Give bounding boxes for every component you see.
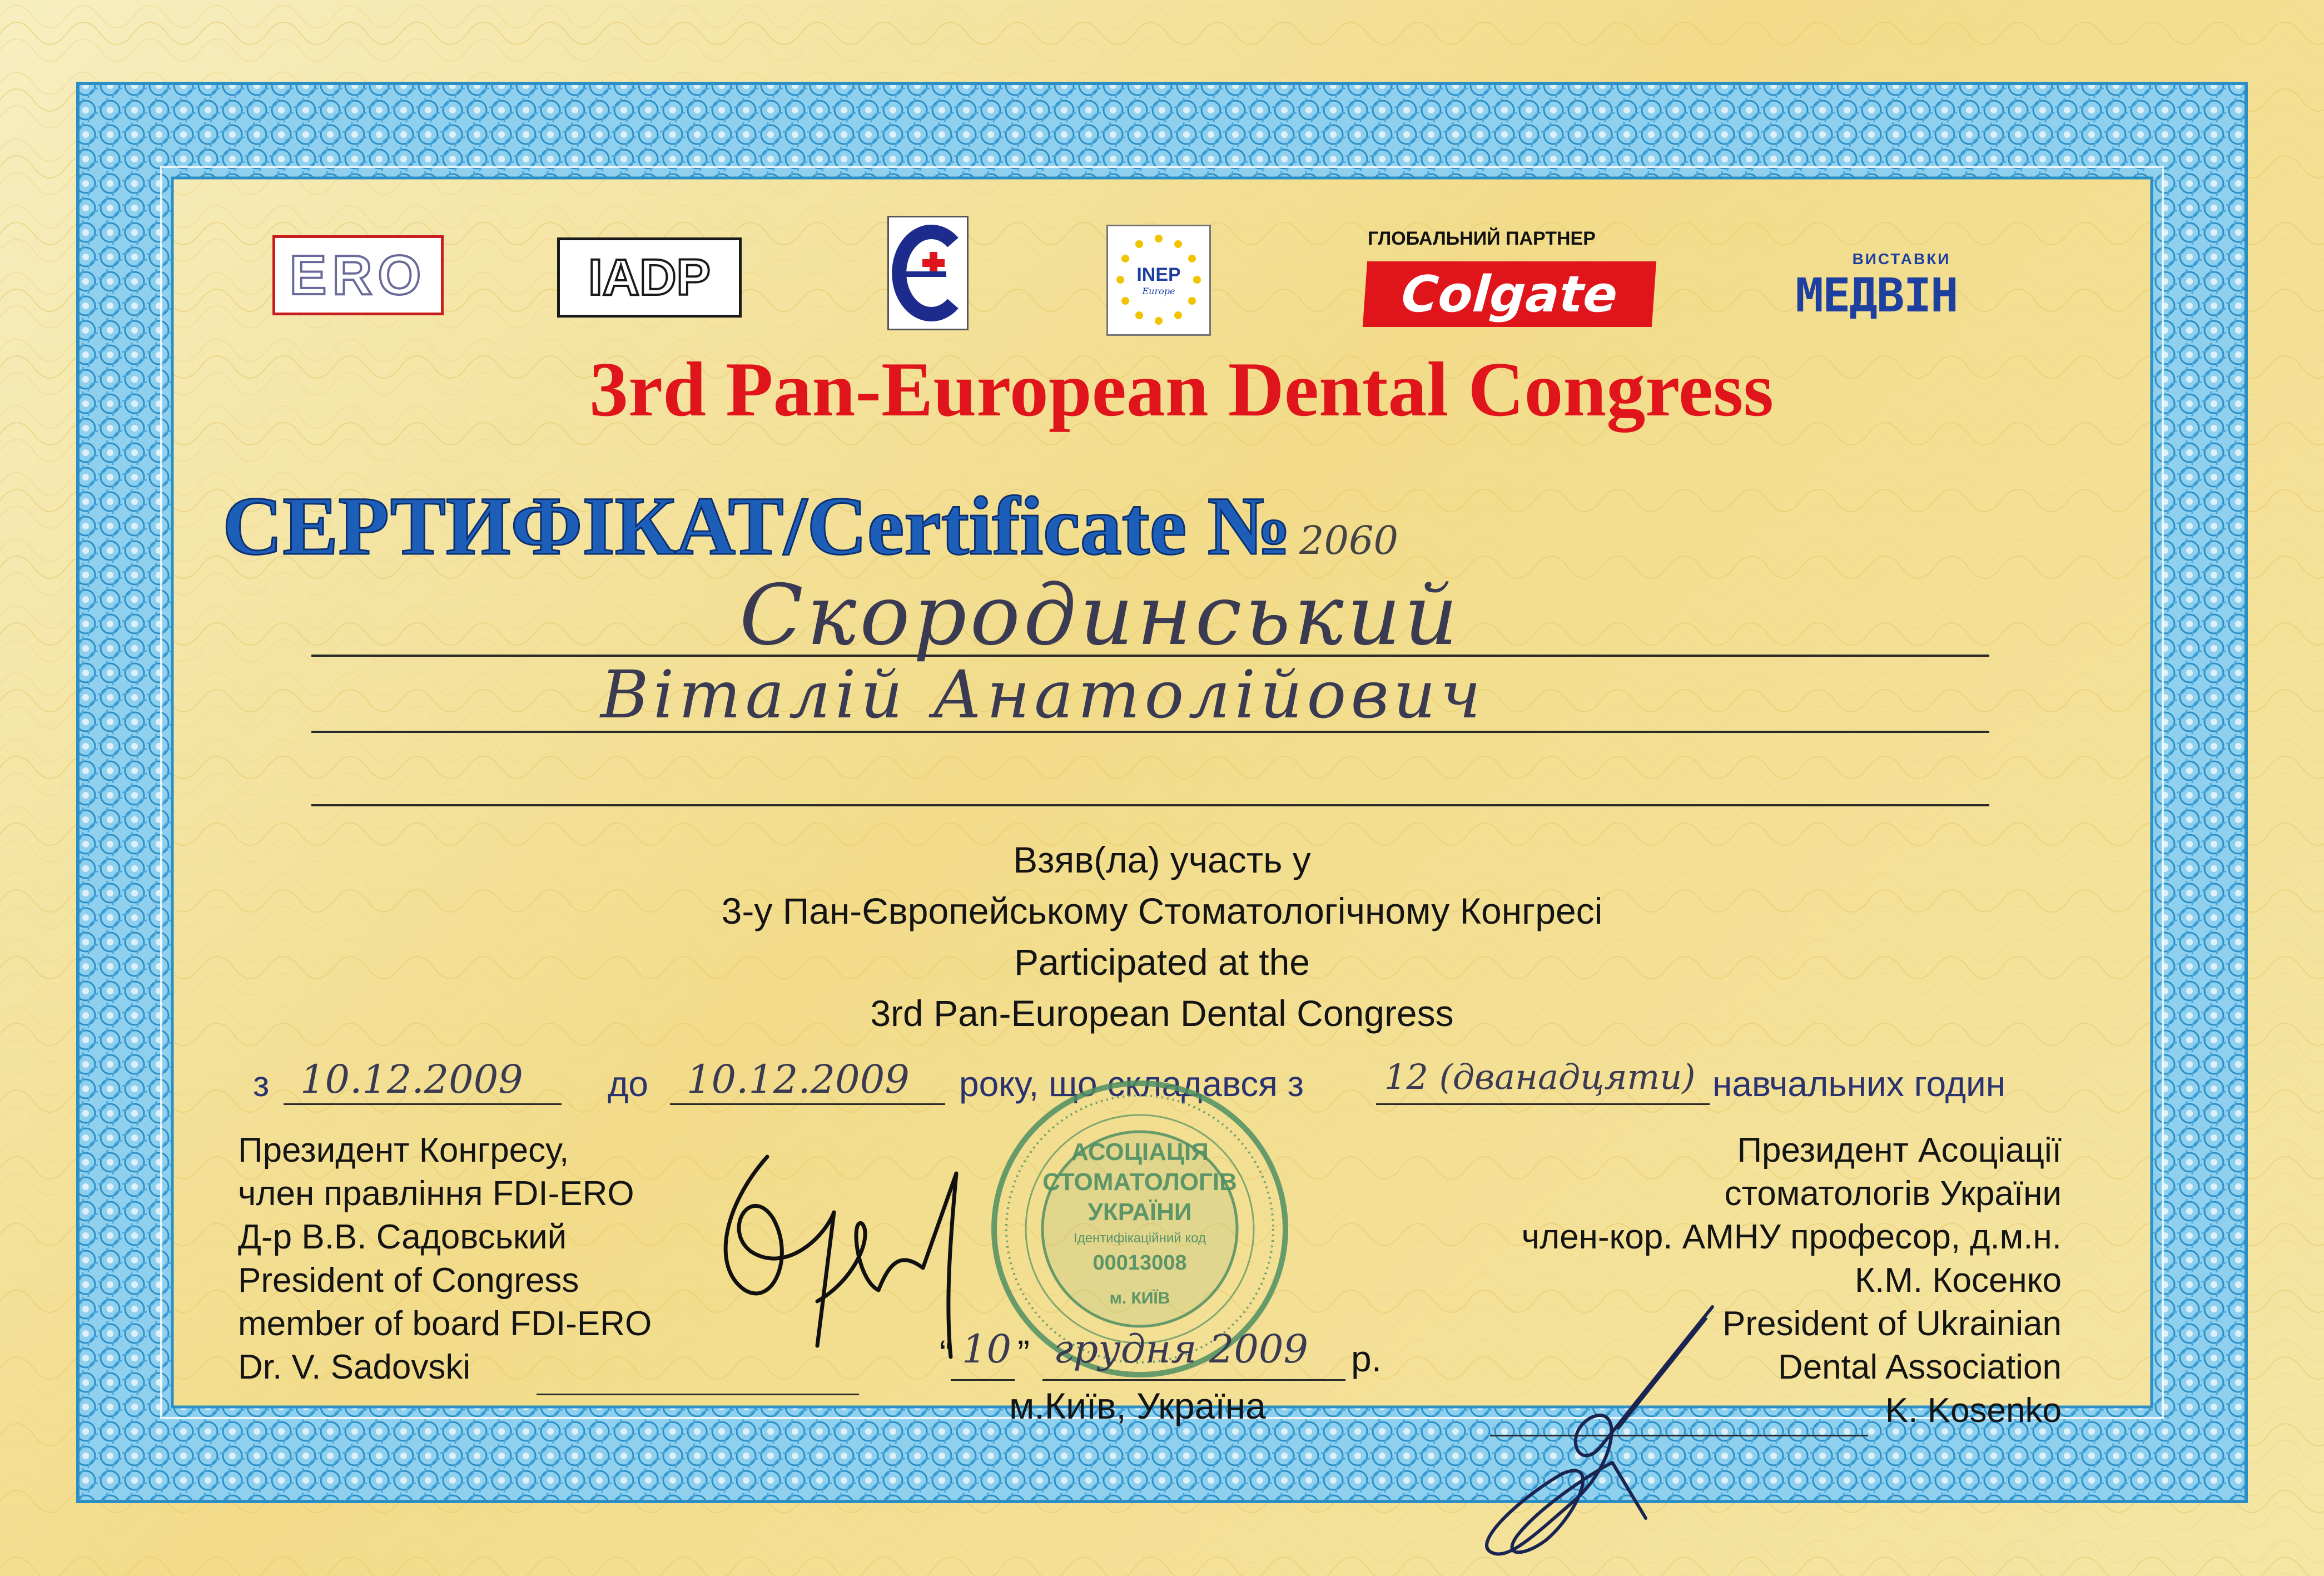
inep-logo-subtext: Europe [1142,286,1175,296]
ero-logo-text: ERO [289,244,427,306]
date-to-line [670,1103,945,1105]
left-signatory-line: член правління FDI-ERO [238,1174,634,1213]
participation-line-3: Participated at the [1014,941,1310,983]
date-to-label: до [608,1064,648,1104]
ero-logo [272,235,444,315]
iadp-logo [557,237,742,318]
right-signatory-line: К.М. Косенко [1854,1261,2062,1300]
seal-line: СТОМАТОЛОГІВ [1042,1168,1237,1196]
participation-line-4: 3rd Pan-European Dental Congress [870,993,1454,1034]
seal-text [1026,1137,1254,1321]
hours-label: навчальних годин [1712,1064,2006,1104]
seal-line: Ідентифікаційний код [1074,1231,1206,1246]
medvin-logo-top-text: ВИСТАВКИ [1852,250,1951,267]
seal-line: АСОЦІАЦІЯ [1071,1138,1209,1166]
right-signatory-line: Dental Association [1777,1348,2062,1386]
certificate-heading-text: СЕРТИФІКАТ/Certificate № [222,480,1292,572]
right-signatory-line: President of Ukrainian [1722,1305,2062,1343]
inep-logo-text: INEP [1136,264,1181,285]
issue-day: 10 [962,1326,1012,1372]
left-signatory-line: President of Congress [238,1261,579,1300]
certificate-heading [222,478,1398,574]
certificate-number: 2060 [1299,518,1399,563]
left-signatory-line: Президент Конгресу, [238,1131,569,1169]
seal-line: 00013008 [1093,1251,1187,1275]
colgate-logo-text: Colgate [1399,265,1620,324]
colgate-logo [1363,261,1656,327]
date-from-line [284,1103,562,1105]
medvin-logo-bottom-text: МЕДВІН [1795,268,1958,323]
left-signatory-line: member of board FDI-ERO [238,1305,652,1343]
hours-value: 12 (дванадцяти) [1384,1057,1696,1097]
issue-day-open-quote: “ [940,1332,952,1374]
congress-emblem-icon [892,220,964,326]
right-signatory-line: член-кор. АМНУ професор, д.м.н. [1521,1218,2062,1256]
issue-year-suffix: р. [1351,1338,1382,1379]
issue-month-year: грудня 2009 [1054,1326,1309,1372]
issue-place: м.Київ, Україна [1009,1385,1266,1426]
congress-title: 3rd Pan-European Dental Congress [589,346,1774,433]
recipient-line-3 [311,804,1989,806]
left-signatory-line: Д-р В.В. Садовський [238,1218,567,1256]
issue-day-close-quote: ” [1017,1332,1030,1374]
recipient-surname: Скородинський [739,567,1461,664]
iadp-logo-text: IADP [588,249,711,306]
right-signatory-line: K. Kosenko [1885,1391,2062,1430]
issue-day-line [951,1379,1015,1381]
recipient-given-names: Віталій Анатолійович [600,656,1486,733]
hours-line [1376,1103,1710,1105]
date-from-label: з [253,1064,270,1104]
seal-line: м. КИЇВ [1109,1289,1170,1307]
congress-emblem-logo [887,216,969,330]
global-partner-label: ГЛОБАЛЬНИЙ ПАРТНЕР [1368,228,1596,249]
date-from-value: 10.12.2009 [300,1057,523,1102]
date-to-value: 10.12.2009 [687,1057,910,1102]
right-signature [1434,1296,1724,1574]
seal-line: УКРАЇНИ [1087,1198,1192,1226]
left-signature-line [537,1394,859,1395]
right-signatory-line: стоматологів України [1724,1174,2062,1213]
course-year-text: року, що складався з [959,1064,1304,1104]
inep-logo [1106,225,1211,336]
participation-block [334,834,1990,1039]
left-signatory-line: Dr. V. Sadovski [238,1348,471,1386]
participation-line-2: 3-у Пан-Європейському Стоматологічному Конгресі [721,890,1603,931]
medvin-logo [1776,245,1977,328]
issue-month-line [1042,1379,1345,1381]
right-signatory-line: Президент Асоціації [1737,1131,2062,1169]
participation-line-1: Взяв(ла) участь у [1013,839,1311,880]
left-signatory-block [238,1129,652,1389]
